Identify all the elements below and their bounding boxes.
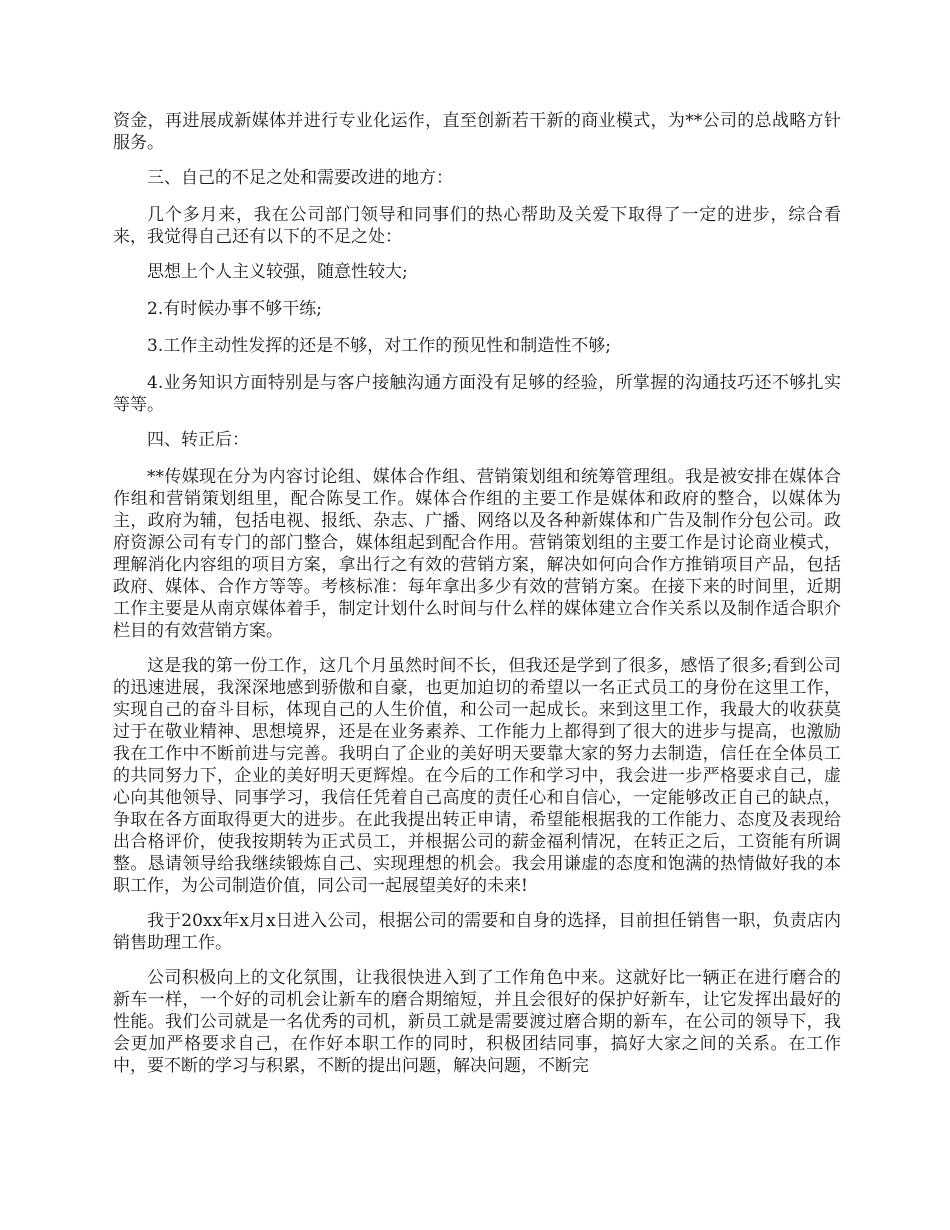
paragraph-media-groups: **传媒现在分为内容讨论组、媒体合作组、营销策划组和统筹管理组。我是被安排在媒体合作组和营销策划组里，配合陈旻工作。媒体合作组的主要工作是媒体和政府的整合，以媒体为主，政府为辅，包括电视、报纸、杂志、广播、网络以及各种新媒体和广告及制作分包公司。政府资源公司有专门的部门整合，媒体组起到配合作用。营销策划组的主要工作是讨论商业模式，理解消化内容组的项目方案，拿出行之有效的营销方案，解决如何向合作方推销项目产品，包括政府、媒体、合作方等等。考核标准：每年拿出多少有效的营销方案。在接下来的时间里，近期工作主要是从南京媒体着手，制定计划什么时间与什么样的媒体建立合作关系以及制作适合职介栏目的有效营销方案。 — [113, 467, 841, 641]
heading-after-regularization: 四、转正后： — [147, 430, 249, 450]
list-item-4: 4.业务知识方面特别是与客户接触沟通方面没有足够的经验，所掌握的沟通技巧还不够扎实等等。 — [113, 373, 841, 415]
paragraph-joined-company: 我于20xx年x月x日进入公司，根据公司的需要和自身的选择，目前担任销售一职，负责店内销售助理工作。 — [113, 911, 841, 953]
document-page — [113, 110, 841, 1090]
paragraph-company-culture: 公司积极向上的文化氛围，让我很快进入到了工作角色中来。这就好比一辆正在进行磨合的新车一样，一个好的司机会让新车的磨合期缩短，并且会很好的保护好新车，让它发挥出最好的性能。我们公司就是一名优秀的司机，新员工就是需要渡过磨合期的新车，在公司的领导下，我会更加严格要求自己，在作好本职工作的同时，积极团结同事，搞好大家之间的关系。在工作中，要不断的学习与积累，不断的提出问题，解决问题，不断完 — [113, 968, 841, 1076]
list-item-3: 3.工作主动性发挥的还是不够，对工作的预见性和制造性不够; — [147, 336, 611, 356]
paragraph-progress: 几个多月来，我在公司部门领导和同事们的热心帮助及关爱下取得了一定的进步，综合看来，我觉得自己还有以下的不足之处： — [113, 205, 841, 247]
list-item-1: 思想上个人主义较强，随意性较大; — [147, 262, 408, 282]
list-item-2: 2.有时候办事不够干练; — [147, 299, 322, 319]
paragraph-funding: 资金，再进展成新媒体并进行专业化运作，直至创新若干新的商业模式，为**公司的总战略方针服务。 — [113, 111, 841, 153]
paragraph-first-job: 这是我的第一份工作，这几个月虽然时间不长，但我还是学到了很多，感悟了很多;看到公司的迅速进展，我深深地感到骄傲和自豪，也更加迫切的希望以一名正式员工的身份在这里工作，实现自己的奋斗目标，体现自己的人生价值，和公司一起成长。来到这里工作，我最大的收获莫过于在敬业精神、思想境界，还是在业务素养、工作能力上都得到了很大的进步与提高，也激励我在工作中不断前进与完善。我明白了企业的美好明天要靠大家的努力去制造，信任在全体员工的共同努力下，企业的美好明天更辉煌。在今后的工作和学习中，我会进一步严格要求自己，虚心向其他领导、同事学习，我信任凭着自己高度的责任心和自信心，一定能够改正自己的缺点，争取在各方面取得更大的进步。在此我提出转正申请，希望能根据我的工作能力、态度及表现给出合格评价，使我按期转为正式员工，并根据公司的薪金福利情况，在转正之后，工资能有所调整。恳请领导给我继续锻炼自己、实现理想的机会。我会用谦虚的态度和饱满的热情做好我的本职工作，为公司制造价值，同公司一起展望美好的未来! — [113, 656, 841, 896]
heading-shortcomings: 三、自己的不足之处和需要改进的地方： — [147, 168, 453, 188]
